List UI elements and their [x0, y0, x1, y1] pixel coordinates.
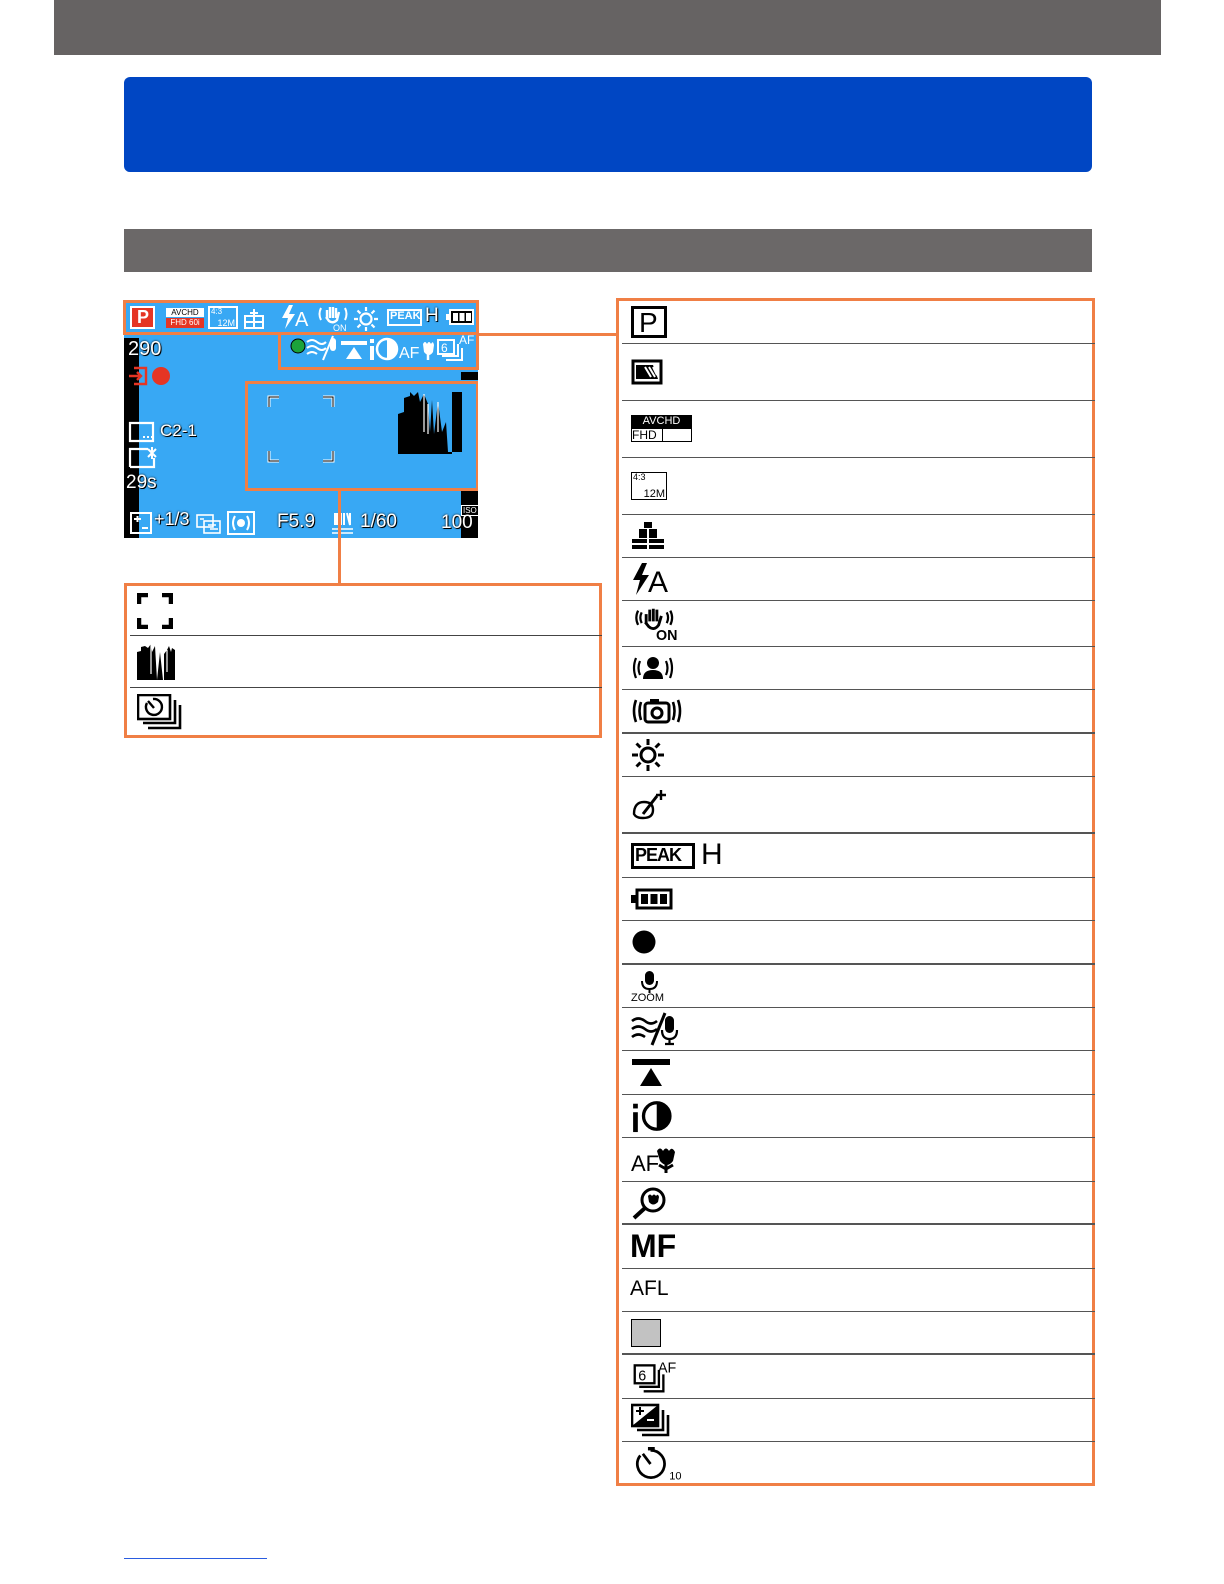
list-item [622, 1312, 1095, 1355]
burst-6-af-icon [631, 1360, 685, 1394]
list-item [622, 878, 1095, 921]
list-item [622, 1008, 1095, 1051]
shutter-speed: 1/60 [360, 511, 397, 532]
list-item [622, 1182, 1095, 1225]
iso-value: 100 [441, 512, 473, 533]
af-macro-icon [631, 1143, 681, 1177]
battery-icon [631, 882, 673, 916]
metering-mode-icon [226, 510, 256, 536]
grey-square-icon [631, 1319, 661, 1347]
camera-shake-icon [631, 694, 683, 728]
list-item [130, 636, 602, 688]
list-item [622, 777, 1095, 834]
custom-set-icon [128, 420, 156, 444]
list-item [622, 1095, 1095, 1138]
peaking-level-text: H [701, 838, 723, 871]
list-item [130, 688, 602, 736]
svg-text:ON: ON [333, 323, 347, 332]
quality-fine-icon [631, 519, 665, 553]
self-timer-10-icon [631, 1447, 687, 1481]
svg-text:AF: AF [399, 345, 420, 362]
exposure-comp-value: +1/3 [154, 509, 190, 529]
record-dot-icon [631, 925, 657, 959]
title-banner [124, 77, 1092, 172]
list-item [622, 601, 1095, 647]
list-item [622, 401, 1095, 458]
creative-brush-plus-icon [631, 788, 671, 822]
aperture-value: F5.9 [277, 511, 316, 532]
list-item [622, 1138, 1095, 1182]
peaking-icon: PEAK [387, 309, 422, 326]
aspect-4-3-12m-icon: 4:3 12M [633, 472, 665, 500]
list-item [622, 458, 1095, 515]
exposure-comp-icon [130, 512, 152, 534]
svg-text:6: 6 [441, 341, 448, 355]
icon-reference-list [616, 298, 1095, 1486]
top-header-band [54, 0, 1161, 55]
svg-text:AF: AF [459, 333, 475, 347]
lcd-bottom-bar [124, 508, 478, 538]
white-balance-sun-icon [631, 738, 665, 772]
svg-text:ZOOM: ZOOM [631, 992, 664, 1003]
second-row-highlight [278, 333, 479, 370]
histogram-icon [137, 644, 175, 680]
shutter-mi-icon [331, 510, 357, 536]
connector-line-right [479, 333, 617, 336]
timer-burst-icon [137, 694, 183, 730]
focus-area-reference-list [124, 583, 602, 738]
svg-text:AF: AF [631, 1150, 660, 1176]
svg-text:AF: AF [658, 1360, 677, 1377]
list-item [622, 965, 1095, 1008]
recording-state-icon [128, 364, 174, 388]
face-shake-icon [631, 651, 675, 685]
list-item [622, 921, 1095, 965]
list-item [130, 586, 602, 636]
list-item [622, 1269, 1095, 1312]
histogram-icon [398, 392, 462, 454]
iso-tag: ISO [463, 506, 477, 515]
svg-text:A: A [648, 566, 669, 596]
section-bar [124, 229, 1092, 272]
list-item [622, 1225, 1095, 1269]
avchd-fhd-format-icon: AVCHD FHD [631, 415, 692, 443]
shots-remaining: 290 [128, 338, 162, 360]
program-mode-p-icon: P [631, 306, 667, 338]
svg-text:A: A [295, 309, 309, 330]
svg-text:10: 10 [669, 1470, 682, 1481]
list-item [622, 515, 1095, 558]
flash-auto-icon [631, 562, 675, 596]
stabilizer-on-icon [631, 607, 681, 641]
macro-zoom-icon [631, 1186, 671, 1220]
connector-line-down [338, 489, 341, 585]
avchd-format-icon: AVCHD FHD 60i [166, 308, 204, 328]
recording-time: 29s [126, 472, 157, 493]
level-gauge-icon [631, 1056, 671, 1090]
list-item [622, 734, 1095, 777]
list-item [622, 558, 1095, 601]
exposure-compensation-stripe-icon [631, 355, 663, 389]
intelligent-dynamic-icon [631, 1099, 673, 1133]
list-item [622, 301, 1095, 344]
af-lock-icon: AFL [630, 1277, 669, 1300]
metering-burst-icon [128, 446, 160, 470]
bracket-exposure-icon [631, 1403, 671, 1437]
list-item [622, 1442, 1095, 1486]
svg-text:ON: ON [656, 627, 678, 641]
zoom-mic-icon [631, 969, 671, 1003]
wind-cut-mic-icon [631, 1012, 681, 1046]
list-item [622, 1051, 1095, 1095]
peaking-level: H [425, 305, 439, 326]
list-item [622, 647, 1095, 690]
footer-link-underline [124, 1558, 267, 1559]
list-item [622, 344, 1095, 401]
custom-label: C2-1 [160, 421, 197, 440]
list-item [622, 1355, 1095, 1399]
list-item [622, 1399, 1095, 1442]
manual-focus-icon: MF [630, 1228, 677, 1264]
lcd-right-mark [461, 372, 478, 380]
af-area-frame-icon [137, 593, 173, 629]
af-area-frame-icon [267, 395, 337, 465]
list-item [622, 834, 1095, 878]
peaking-high-icon: PEAK [631, 843, 695, 869]
svg-text:6: 6 [638, 1368, 647, 1385]
aspect-ratio-icon: 4:3 12M [208, 306, 238, 329]
list-item [622, 690, 1095, 734]
program-mode-p-icon: P [130, 306, 155, 329]
af-mode-icon [196, 514, 222, 534]
top-icons-highlight [123, 300, 479, 335]
